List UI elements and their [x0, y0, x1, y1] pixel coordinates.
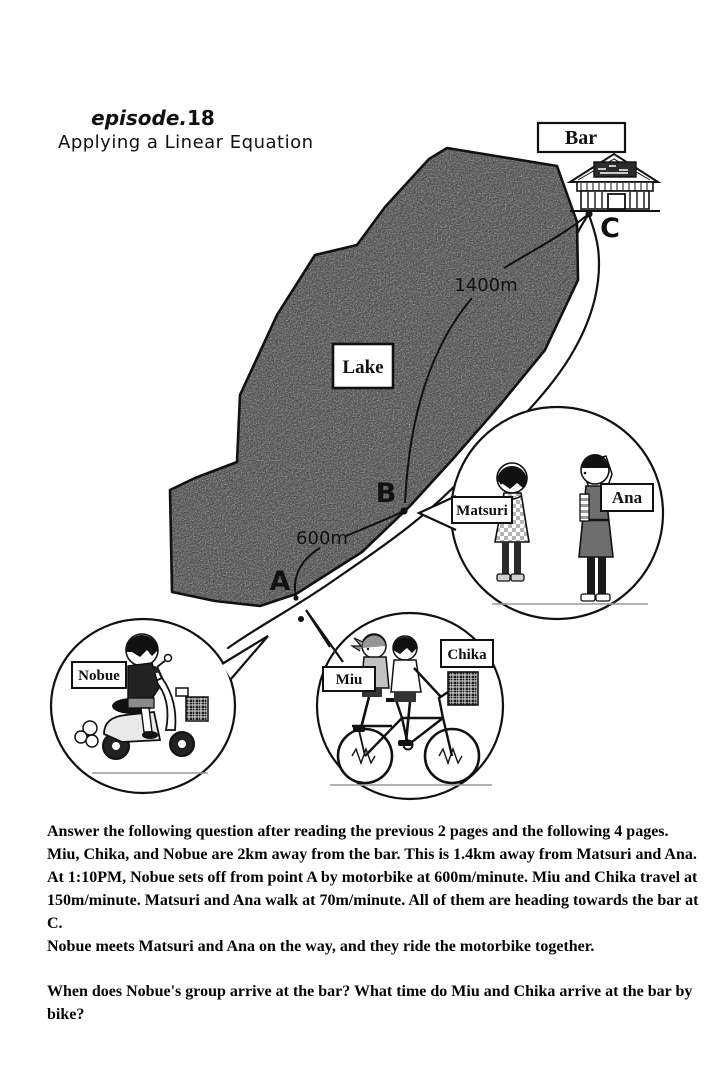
episode-number: 18 [187, 106, 215, 130]
bar-label-box [538, 123, 625, 152]
miu-label: Miu [335, 672, 363, 688]
chika-label: Chika [447, 647, 487, 663]
nobue-label-box [72, 662, 126, 688]
bar-label: Bar [564, 127, 598, 149]
point-b-dot [400, 507, 407, 514]
matsuri-label: Matsuri [456, 503, 508, 519]
lake-label: Lake [342, 357, 384, 378]
lake-label-box [333, 344, 393, 388]
bike-bubble [306, 610, 503, 799]
problem-text-block [47, 820, 707, 1026]
problem-paragraph: Answer the following question after reading the previous 2 pages and the following 4 pages. [47, 823, 669, 840]
episode-title: Applying a Linear Equation [58, 132, 314, 153]
chika-label-box [441, 640, 493, 667]
problem-paragraph: At 1:10PM, Nobue sets off from point A by motorbike at 600m/minute. Miu and Chika travel at 150m/minute. Matsuri and Ana walk at 70m/minute. All of them are heading towards the bar at C. [47, 869, 699, 932]
nobue-bubble-tail [222, 636, 268, 679]
bike-bubble-tail [306, 610, 343, 662]
distance-1400m-label: 1400m [454, 275, 518, 296]
ana-label-box [601, 484, 653, 511]
point-b-label: B [375, 478, 397, 509]
start-point-dot [298, 616, 304, 622]
problem-question: When does Nobue's group arrive at the bar? What time do Miu and Chika arrive at the bar by bike? [47, 983, 693, 1023]
miu-label-box [323, 667, 375, 691]
point-a-label: A [269, 566, 291, 597]
point-a-dot [293, 595, 298, 600]
ana-label: Ana [611, 488, 643, 507]
matsuri-label-box [452, 497, 512, 523]
distance-600m-label: 600m [296, 528, 348, 549]
problem-paragraph: Nobue meets Matsuri and Ana on the way, and they ride the motorbike together. [47, 938, 595, 955]
episode-word: episode. [91, 106, 187, 130]
bar-building-icon [570, 154, 660, 211]
nobue-bubble [51, 619, 268, 793]
problem-paragraph: Miu, Chika, and Nobue are 2km away from the bar. This is 1.4km away from Matsuri and Ana. [47, 846, 697, 863]
nobue-label: Nobue [78, 668, 120, 684]
point-c-label: C [600, 213, 620, 244]
